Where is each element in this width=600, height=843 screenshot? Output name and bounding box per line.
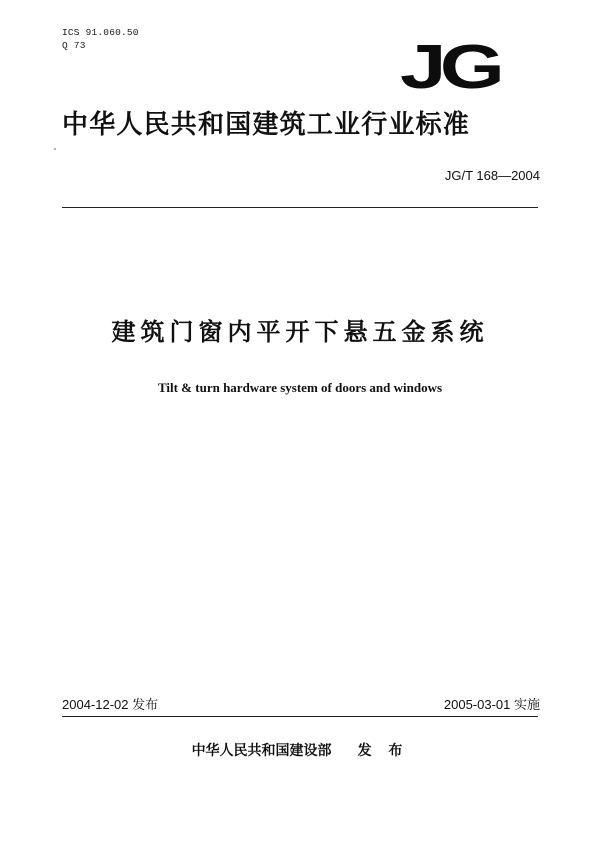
ics-code: ICS 91.060.50 [62, 27, 139, 38]
industry-standard-title: 中华人民共和国建筑工业行业标准 [62, 110, 471, 140]
class-code: Q 73 [62, 40, 86, 51]
bottom-divider [62, 716, 538, 717]
document-title-cn: 建筑门窗内平开下悬五金系统 [111, 318, 489, 346]
issue-date: 2004-12-02 发布 [62, 697, 159, 712]
scan-speck [54, 148, 56, 150]
publisher-name: 中华人民共和国建设部 [191, 743, 332, 759]
effective-date: 2005-03-01 实施 [443, 697, 540, 712]
top-divider [62, 207, 538, 208]
classification-codes [62, 26, 139, 52]
jg-logo: JG [400, 33, 499, 102]
publish-action: 发 布 [357, 743, 409, 759]
standard-number: JG/T 168—2004 [444, 168, 540, 183]
document-title-en: Tilt & turn hardware system of doors and windows [157, 380, 443, 395]
publisher-line [0, 742, 600, 760]
